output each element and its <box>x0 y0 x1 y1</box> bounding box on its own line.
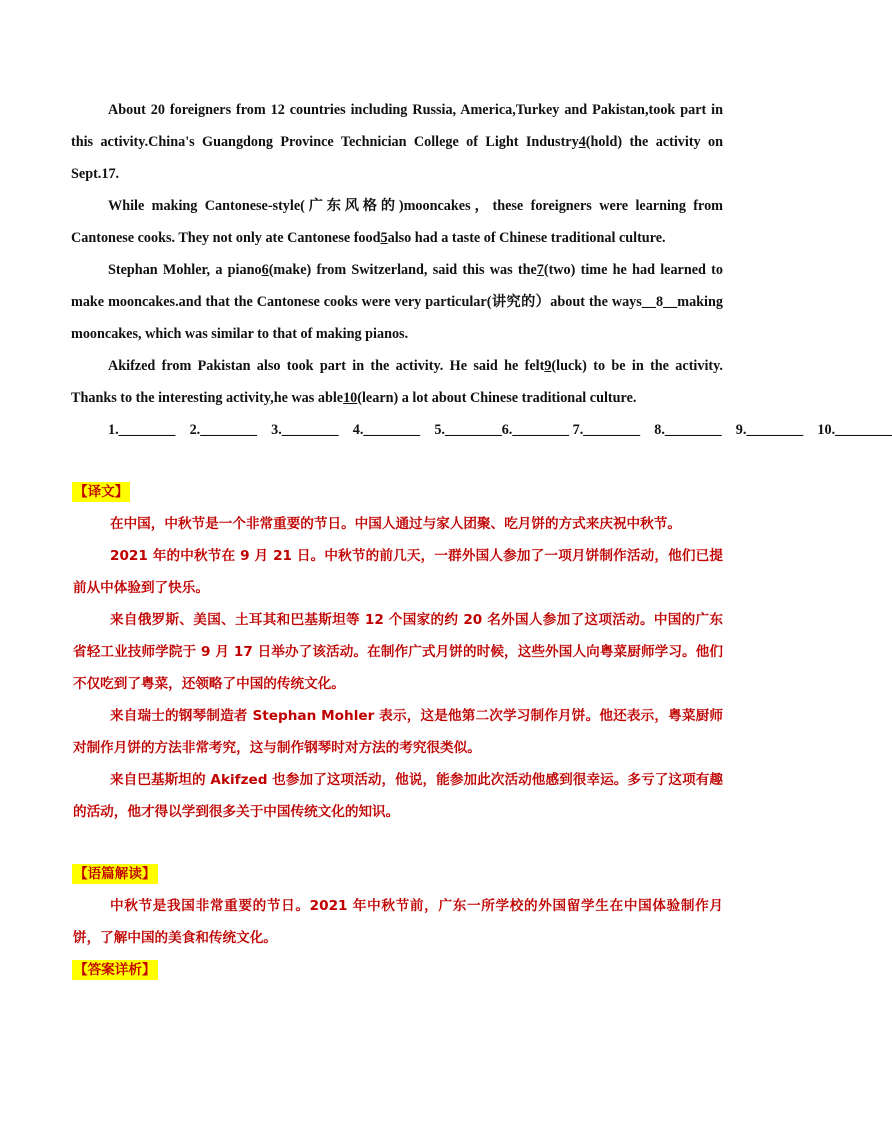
blank-6: 6 <box>261 262 269 278</box>
translation-paragraph-3: 来自俄罗斯、美国、土耳其和巴基斯坦等 12 个国家的约 20 名外国人参加了这项活动。中国的广东省轻工业技师学院于 9 月 17 日举办了该活动。在制作广式月饼的时候，这些外国人向粤菜厨师学习。他们不仅吃到了粤菜，还领略了中国的传统文化。 <box>73 612 723 692</box>
english-passage <box>71 94 892 446</box>
blank-9: 9 <box>544 358 552 374</box>
translation-paragraph-1: 在中国，中秋节是一个非常重要的节日。中国人通过与家人团聚、吃月饼的方式来庆祝中秋节。 <box>110 516 681 532</box>
translation-paragraph-5: 来自巴基斯坦的 Akifzed 也参加了这项活动，他说，能参加此次活动他感到很幸运。多亏了这项有趣的活动，他才得以学到很多关于中国传统文化的知识。 <box>73 772 723 820</box>
blank-7: 7 <box>536 262 544 278</box>
answer-label: 【答案详析】 <box>74 962 156 978</box>
answer-blanks: 1.________ 2.________ 3.________ 4.________ 5.________6.________ 7.________ 8.________ 9.________ 10.________ <box>108 422 892 438</box>
translation-paragraph-2: 2021 年的中秋节在 9 月 21 日。中秋节的前几天，一群外国人参加了一项月饼制作活动，他们已提前从中体验到了快乐。 <box>73 548 723 596</box>
blank-4: 4 <box>578 134 586 150</box>
blank-5: 5 <box>380 230 388 246</box>
blank-10: 10 <box>343 390 358 406</box>
passage-paragraph-1: About 20 foreigners from 12 countries including Russia, America,Turkey and Pakistan,took part in this activity.China's Guangdong Province Technician College of Light Industry4(hold) the activity on Sept.17. <box>71 102 723 182</box>
passage-paragraph-4: Akifzed from Pakistan also took part in the activity. He said he felt9(luck) to be in the activity. Thanks to the interesting activity,he was able10(learn) a lot about Chinese traditional culture. <box>71 358 723 406</box>
passage-paragraph-3: Stephan Mohler, a piano6(make) from Switzerland, said this was the7(two) time he had learned to make mooncakes.and that the Cantonese cooks were very particular(讲究的）about the ways__8__making mooncakes, which was similar to that of making pianos. <box>71 262 723 342</box>
analysis-label: 【语篇解读】 <box>74 866 156 882</box>
passage-paragraph-2: While making Cantonese-style(广东风格的)mooncakes，these foreigners were learning from Cantonese cooks. They not only ate Cantonese food5also had a taste of Chinese traditional culture. <box>71 198 723 246</box>
analysis-text <box>73 890 723 954</box>
analysis-paragraph: 中秋节是我国非常重要的节日。2021 年中秋节前，广东一所学校的外国留学生在中国体验制作月饼，了解中国的美食和传统文化。 <box>73 898 723 946</box>
translation-paragraph-4: 来自瑞士的钢琴制造者 Stephan Mohler 表示，这是他第二次学习制作月饼。他还表示，粤菜厨师对制作月饼的方法非常考究，这与制作钢琴时对方法的考究很类似。 <box>73 708 723 756</box>
translation-text <box>73 508 723 828</box>
translation-label: 【译文】 <box>74 484 129 500</box>
